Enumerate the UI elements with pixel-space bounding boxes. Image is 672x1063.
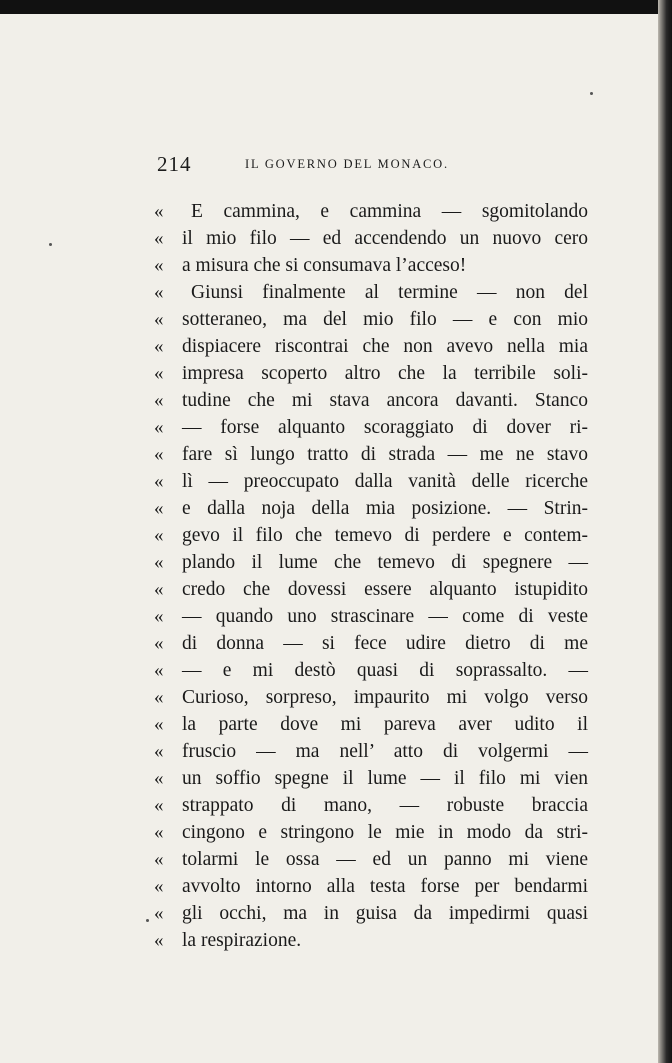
line-text: impresa scoperto altro che la terribile soli- (182, 363, 588, 384)
page-header (157, 152, 477, 182)
quote-mark: « (154, 228, 164, 249)
line-text: cingono e stringono le mie in modo da stri- (182, 822, 588, 843)
quote-mark: « (154, 336, 164, 357)
quote-mark: « (154, 525, 164, 546)
quote-mark: « (154, 849, 164, 870)
line-text: gevo il filo che temevo di perdere e contem- (182, 525, 588, 546)
paper-speck (146, 919, 149, 922)
line-text: tolarmi le ossa — ed un panno mi viene (182, 849, 588, 870)
quote-mark: « (154, 930, 164, 951)
quote-mark: « (154, 417, 164, 438)
quote-mark: « (154, 309, 164, 330)
paper-speck (49, 243, 52, 246)
quote-mark: « (154, 390, 164, 411)
line-text: il mio filo — ed accendendo un nuovo cero (182, 228, 588, 249)
line-text: dispiacere riscontrai che non avevo nella mia (182, 336, 588, 357)
line-text: credo che dovessi essere alquanto istupidito (182, 579, 588, 600)
quote-mark: « (154, 201, 164, 222)
quote-mark: « (154, 471, 164, 492)
page-number: 214 (157, 152, 192, 176)
line-text: fare sì lungo tratto di strada — me ne stavo (182, 444, 588, 465)
quote-mark: « (154, 768, 164, 789)
quote-mark: « (154, 255, 164, 276)
scan-right-edge (658, 0, 672, 1063)
quote-mark: « (154, 714, 164, 735)
line-text: fruscio — ma nell’ atto di volgermi — (182, 741, 588, 762)
line-text: lì — preoccupato dalla vanità delle ricerche (182, 471, 588, 492)
quote-mark: « (154, 822, 164, 843)
running-title: IL GOVERNO DEL MONACO. (245, 157, 449, 171)
body-text (154, 198, 594, 958)
quote-mark: « (154, 876, 164, 897)
quote-mark: « (154, 741, 164, 762)
line-text: strappato di mano, — robuste braccia (182, 795, 588, 816)
line-text: Giunsi finalmente al termine — non del (191, 282, 588, 303)
quote-mark: « (154, 282, 164, 303)
line-text: a misura che si consumava l’acceso! (182, 255, 467, 276)
quote-mark: « (154, 660, 164, 681)
quote-mark: « (154, 552, 164, 573)
quote-mark: « (154, 363, 164, 384)
line-text: gli occhi, ma in guisa da impedirmi quasi (182, 903, 588, 924)
line-text: sotteraneo, ma del mio filo — e con mio (182, 309, 588, 330)
line-text: la parte dove mi pareva aver udito il (182, 714, 588, 735)
line-text: — quando uno strascinare — come di veste (182, 606, 588, 627)
line-text: di donna — si fece udire dietro di me (182, 633, 588, 654)
quote-mark: « (154, 795, 164, 816)
line-text: plando il lume che temevo di spegnere — (182, 552, 588, 573)
scan-top-border (0, 0, 672, 14)
quote-mark: « (154, 633, 164, 654)
quote-mark: « (154, 579, 164, 600)
line-text: avvolto intorno alla testa forse per bendarmi (182, 876, 588, 897)
line-text: — e mi destò quasi di soprassalto. — (182, 660, 588, 681)
line-text: tudine che mi stava ancora davanti. Stanco (182, 390, 588, 411)
line-text: e dalla noja della mia posizione. — Strin- (182, 498, 588, 519)
line-text: la respirazione. (182, 930, 302, 951)
quote-mark: « (154, 903, 164, 924)
line-text: — forse alquanto scoraggiato di dover ri- (182, 417, 588, 438)
quote-mark: « (154, 606, 164, 627)
line-text: E cammina, e cammina — sgomitolando (191, 201, 588, 222)
quote-mark: « (154, 444, 164, 465)
quote-mark: « (154, 687, 164, 708)
line-text: Curioso, sorpreso, impaurito mi volgo verso (182, 687, 588, 708)
paper-speck (590, 92, 593, 95)
quote-mark: « (154, 498, 164, 519)
line-text: un soffio spegne il lume — il filo mi vien (182, 768, 588, 789)
